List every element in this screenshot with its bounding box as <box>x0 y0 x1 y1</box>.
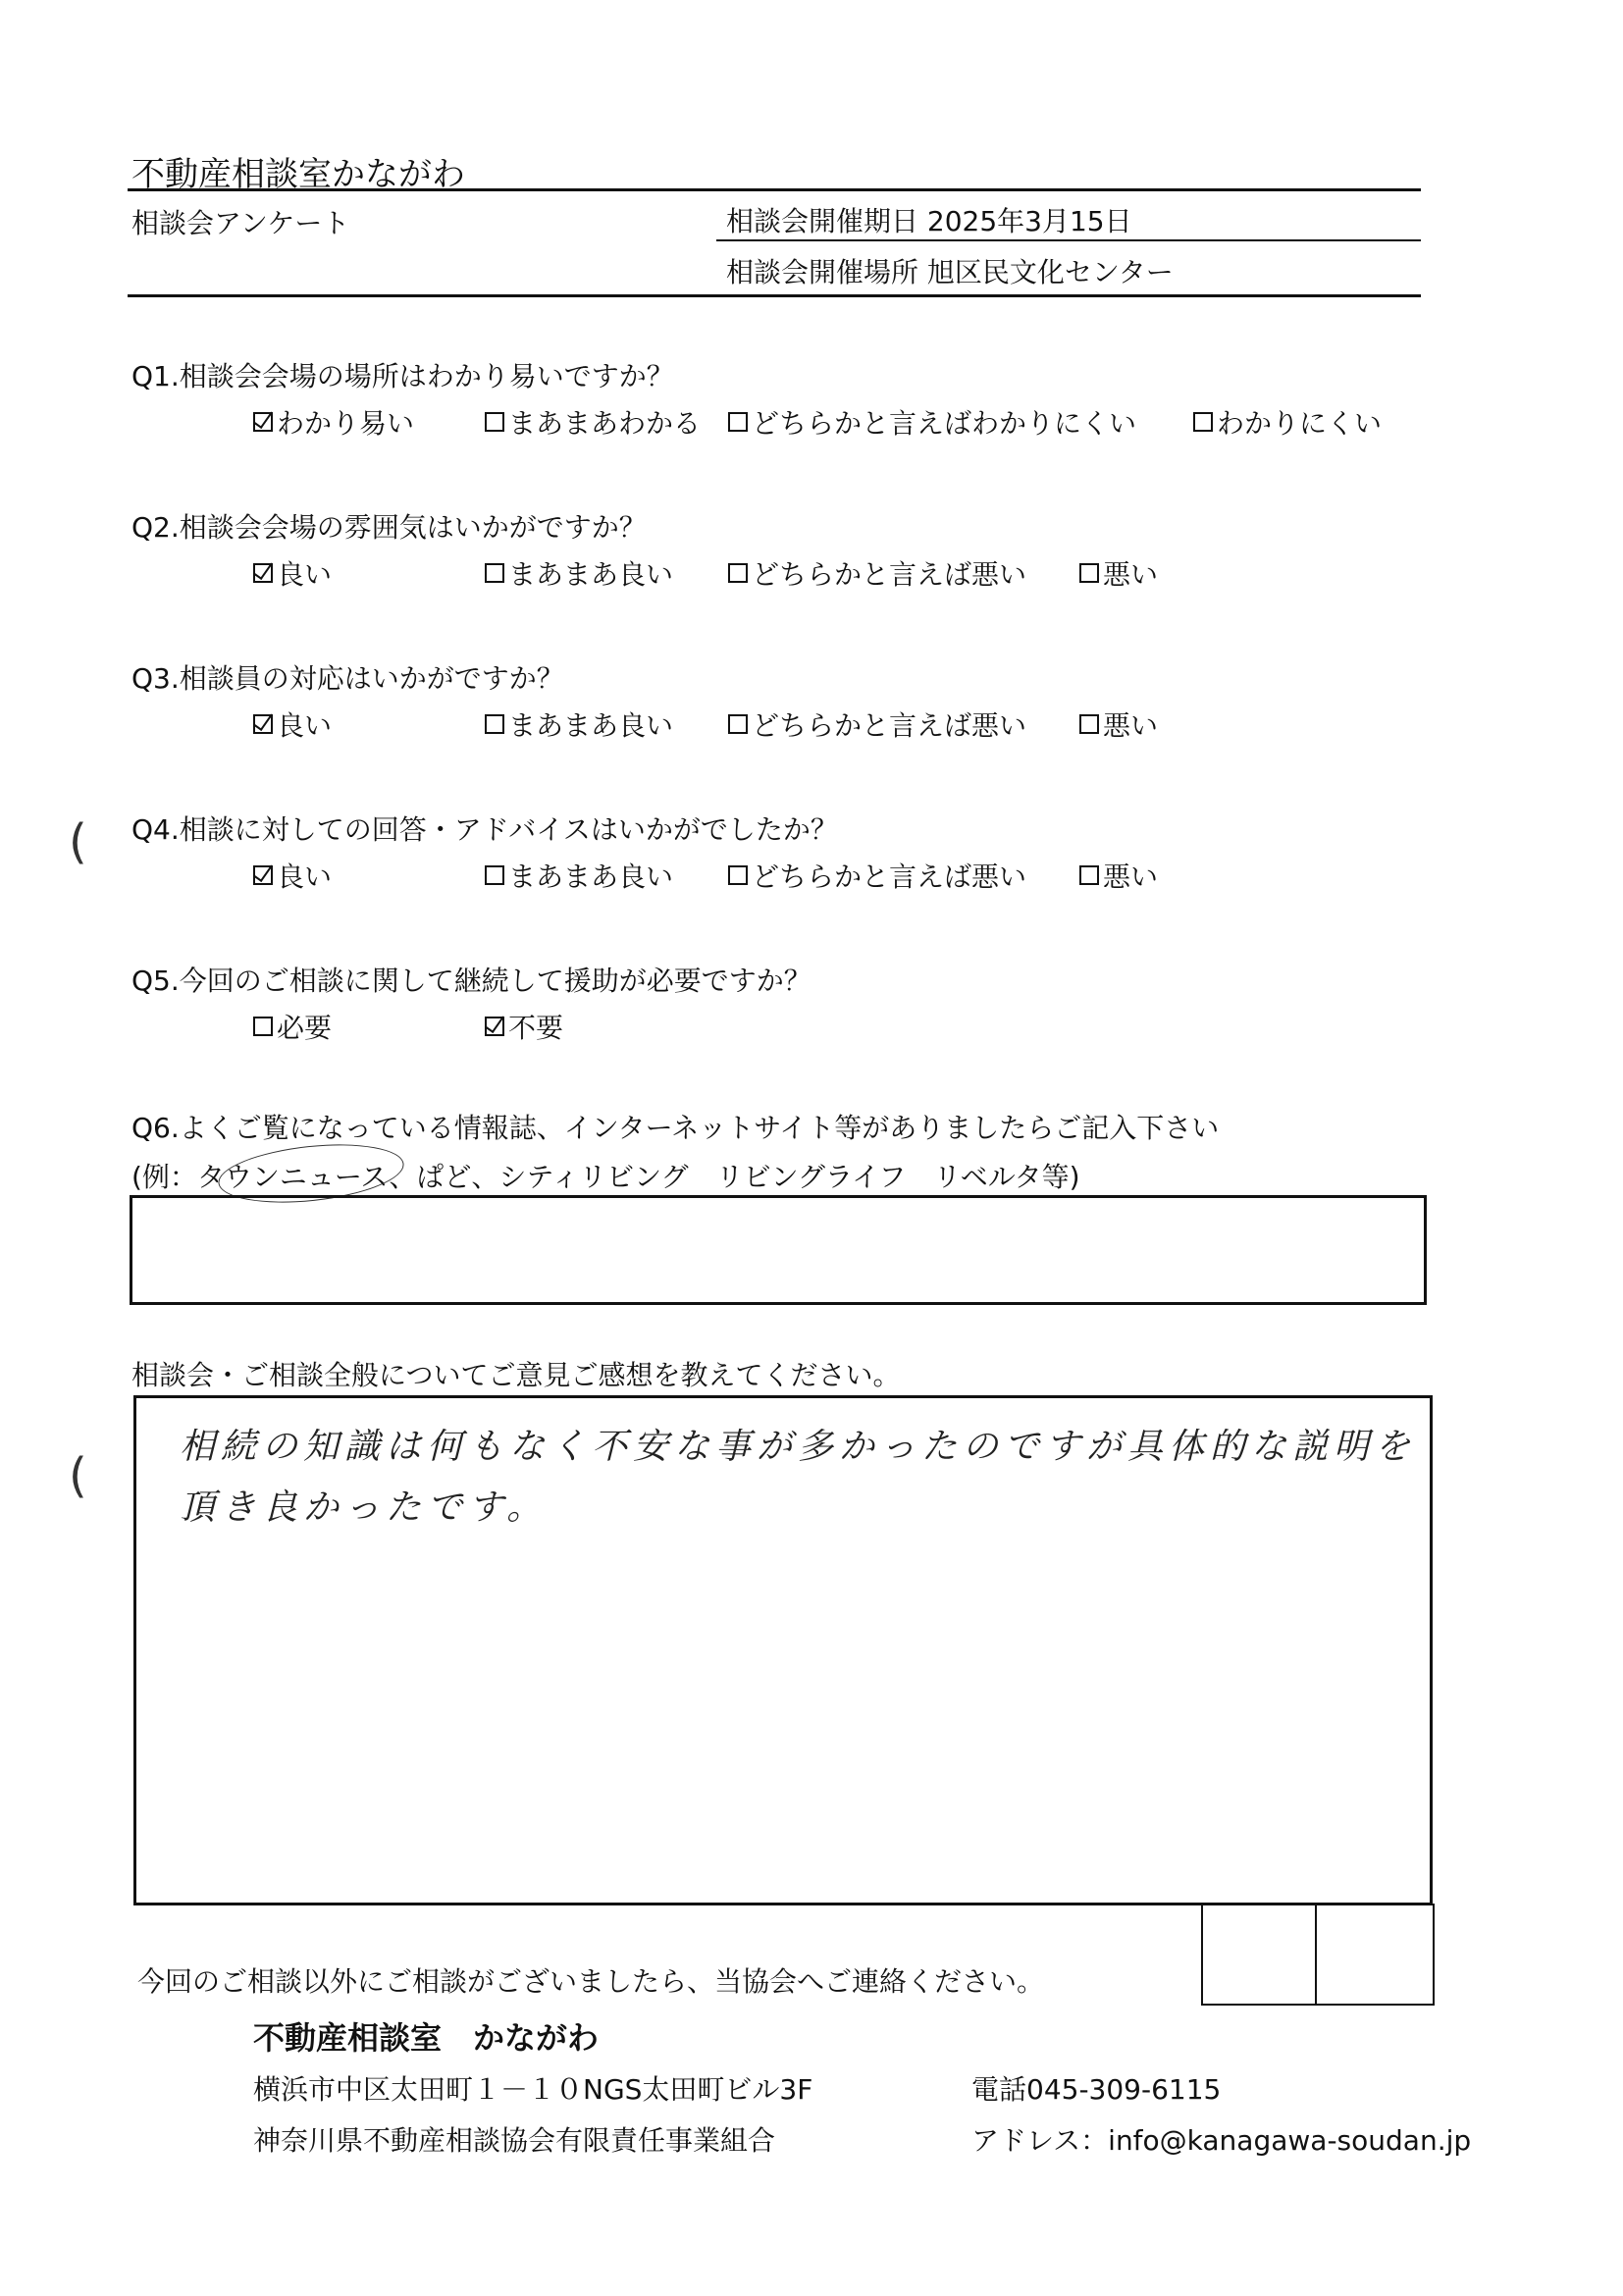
footer-address: 横浜市中区太田町１－１０NGS太田町ビル3F <box>253 2073 813 2106</box>
checkbox[interactable] <box>485 865 504 885</box>
question-2-options <box>253 553 1234 589</box>
contact-note: 今回のご相談以外にご相談がございましたら、当協会へご連絡ください。 <box>137 1965 1045 1998</box>
margin-mark: ( <box>69 1448 87 1503</box>
option-label: どちらかと言えば悪い <box>752 861 1027 893</box>
option-label: 悪い <box>1103 709 1159 742</box>
q3-option-2[interactable] <box>485 704 673 744</box>
checkbox[interactable] <box>1079 865 1099 885</box>
option-label: 良い <box>277 861 333 893</box>
date-value: 2025年3月15日 <box>926 205 1132 237</box>
option-label: 悪い <box>1103 558 1159 591</box>
checkbox-checked[interactable] <box>253 714 273 734</box>
q5-option-1[interactable] <box>253 1007 332 1046</box>
option-label: わかりにくい <box>1217 407 1383 440</box>
stamp-box-2 <box>1315 1904 1435 2006</box>
checkbox[interactable] <box>253 1017 273 1036</box>
option-label: まあまあ良い <box>508 558 674 591</box>
q2-option-2[interactable] <box>485 553 673 593</box>
option-label: 良い <box>277 558 333 591</box>
option-label: どちらかと言えば悪い <box>752 558 1027 591</box>
comments-box[interactable] <box>133 1395 1433 1905</box>
checkbox-checked[interactable] <box>253 563 273 583</box>
q1-option-1[interactable] <box>253 402 414 442</box>
question-5-options <box>253 1007 744 1042</box>
venue-label: 相談会開催場所 <box>726 256 919 288</box>
q3-option-1[interactable] <box>253 704 332 744</box>
footer-phone: 電話045-309-6115 <box>971 2073 1222 2106</box>
checkbox[interactable] <box>728 865 748 885</box>
checkbox-checked[interactable] <box>253 865 273 885</box>
checkbox[interactable] <box>485 412 504 432</box>
footer-email: アドレス：info@kanagawa-soudan.jp <box>971 2124 1472 2157</box>
q3-option-4[interactable] <box>1079 704 1158 744</box>
q1-option-2[interactable] <box>485 402 701 442</box>
q5-option-2[interactable] <box>485 1007 563 1046</box>
option-label: まあまあ良い <box>508 709 674 742</box>
checkbox[interactable] <box>728 714 748 734</box>
checkbox[interactable] <box>485 714 504 734</box>
header-bottom-rule <box>128 294 1421 297</box>
checkbox-checked[interactable] <box>485 1017 504 1036</box>
q6-answer-box[interactable] <box>130 1195 1427 1305</box>
margin-mark: ( <box>69 814 87 869</box>
checkbox[interactable] <box>1079 563 1099 583</box>
option-label: どちらかと言えば悪い <box>752 709 1027 742</box>
q1-option-4[interactable] <box>1193 402 1382 442</box>
question-1: Q1.相談会会場の場所はわかり易いですか？ <box>131 360 674 392</box>
handwritten-comment-line-1: 相続の知識は何もなく不安な事が多かったのですが具体的な説明を <box>180 1427 1417 1467</box>
q4-option-4[interactable] <box>1079 856 1158 895</box>
option-label: 必要 <box>277 1012 333 1044</box>
option-label: どちらかと言えばわかりにくい <box>752 407 1137 440</box>
question-6-examples: (例：タウンニュース、ぱど、シティリビング リビングライフ リベルタ等) <box>131 1161 1080 1193</box>
q3-option-3[interactable] <box>728 704 1026 744</box>
checkbox[interactable] <box>485 563 504 583</box>
q4-option-1[interactable] <box>253 856 332 895</box>
question-4: Q4.相談に対しての回答・アドバイスはいかがでしたか？ <box>131 813 838 846</box>
question-5: Q5.今回のご相談に関して継続して援助が必要ですか？ <box>131 965 812 997</box>
q2-option-1[interactable] <box>253 553 332 593</box>
checkbox[interactable] <box>728 412 748 432</box>
form-title: 相談会アンケート <box>131 207 350 239</box>
venue-value: 旭区民文化センター <box>926 256 1174 288</box>
header-rule <box>128 188 1421 191</box>
option-label: まあまあわかる <box>508 407 702 440</box>
option-label: 悪い <box>1103 861 1159 893</box>
checkbox[interactable] <box>728 563 748 583</box>
option-label: 良い <box>277 709 333 742</box>
date-field <box>726 200 1132 239</box>
q2-option-4[interactable] <box>1079 553 1158 593</box>
date-label: 相談会開催期日 <box>726 205 919 237</box>
question-4-options <box>253 856 1234 891</box>
question-3: Q3.相談員の対応はいかがですか？ <box>131 662 564 695</box>
stamp-box-1 <box>1201 1904 1317 2006</box>
checkbox[interactable] <box>1079 714 1099 734</box>
footer-association: 神奈川県不動産相談協会有限責任事業組合 <box>253 2124 776 2157</box>
option-label: 不要 <box>508 1012 564 1044</box>
q4-option-3[interactable] <box>728 856 1026 895</box>
checkbox[interactable] <box>1193 412 1213 432</box>
venue-field <box>726 251 1174 290</box>
option-label: まあまあ良い <box>508 861 674 893</box>
q4-option-2[interactable] <box>485 856 673 895</box>
comments-label: 相談会・ご相談全般についてご意見ご感想を教えてください。 <box>131 1359 901 1391</box>
org-title: 不動産相談室かながわ <box>131 155 465 194</box>
q1-option-3[interactable] <box>728 402 1136 442</box>
date-rule <box>716 239 1421 241</box>
option-label: わかり易い <box>277 407 415 440</box>
question-6: Q6.よくご覧になっている情報誌、インターネットサイト等がありましたらご記入下さい <box>131 1112 1220 1144</box>
q2-option-3[interactable] <box>728 553 1026 593</box>
footer-org-name: 不動産相談室 かながわ <box>253 2019 600 2057</box>
question-1-options <box>253 402 1391 438</box>
checkbox-checked[interactable] <box>253 412 273 432</box>
question-3-options <box>253 704 1234 740</box>
handwritten-comment-line-2: 頂き良かったです。 <box>180 1487 549 1528</box>
question-2: Q2.相談会会場の雰囲気はいかがですか？ <box>131 511 647 544</box>
